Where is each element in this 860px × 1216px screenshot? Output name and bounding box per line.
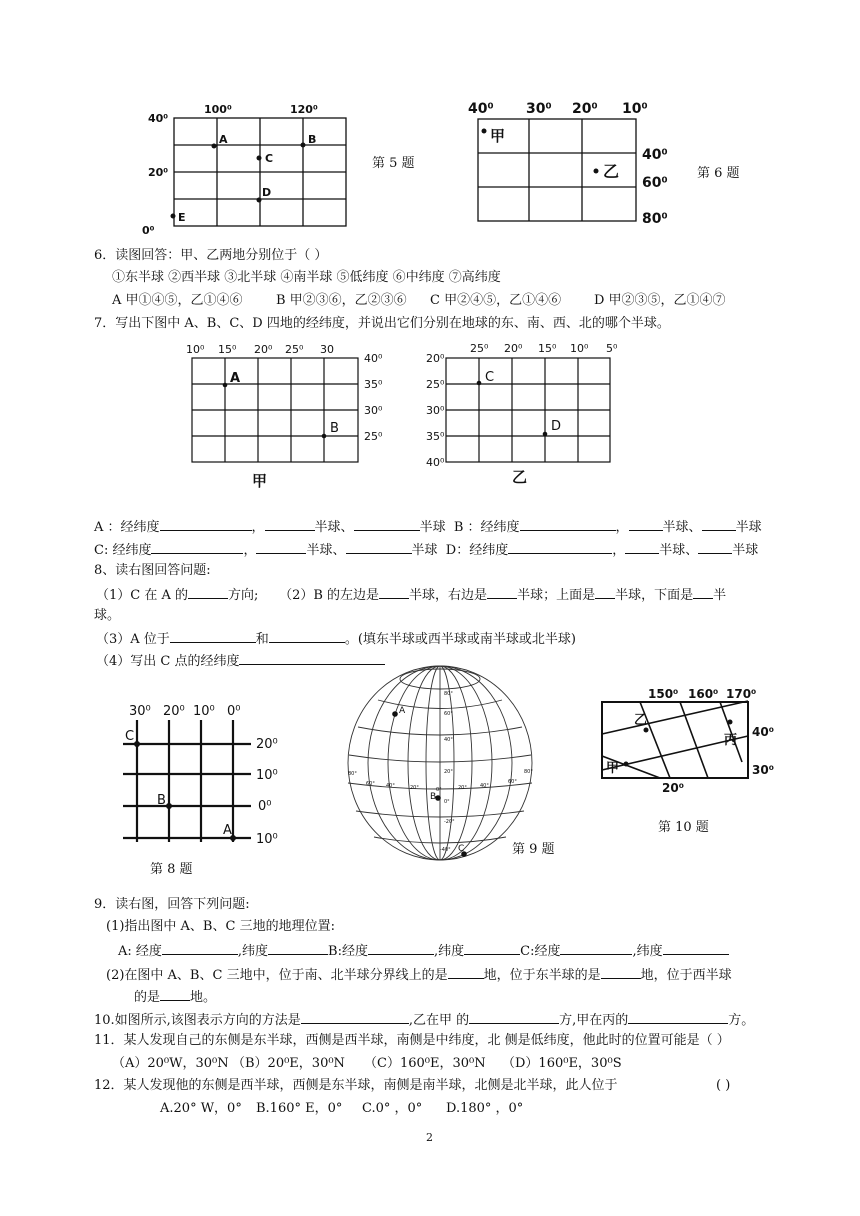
fig7yi-top-label: 10⁰ — [570, 342, 589, 355]
fig6-point — [482, 129, 487, 134]
fig8-right-label: 0⁰ — [258, 799, 272, 814]
q11-stem: 11．某人发现自己的东侧是东半球，西侧是西半球，南侧是中纬度，北 侧是低纬度，他此时的位置可能是（ ） — [94, 1033, 730, 1048]
answer-blank[interactable] — [368, 942, 434, 955]
fig9-caption: 第 9 题 — [512, 842, 555, 857]
q9-sub2-tail: 的是 地。 — [134, 990, 217, 1005]
fig6-top-label: 40⁰ — [468, 101, 494, 117]
fig7yi-left-label: 30⁰ — [426, 404, 445, 417]
fig7yi-caption: 乙 — [512, 468, 528, 486]
fig8-top-label: 0⁰ — [227, 704, 241, 719]
figure-9-globe — [340, 655, 540, 865]
fig8-right-label: 10⁰ — [256, 832, 278, 847]
figure-10-grid — [590, 684, 790, 799]
fig5-left-label: 0⁰ — [142, 224, 155, 237]
answer-blank[interactable] — [508, 541, 612, 554]
fig10-top-label: 150⁰ — [648, 687, 679, 701]
fig6-right-label: 40⁰ — [642, 147, 668, 163]
q7-d-label: D：经纬度 — [445, 543, 509, 558]
fig10-right-label: 30⁰ — [752, 763, 774, 777]
answer-blank[interactable] — [698, 541, 732, 554]
fig6-right-label: 60⁰ — [642, 175, 668, 191]
fig10-caption: 第 10 题 — [658, 820, 709, 835]
fig10-point — [644, 728, 649, 733]
q6-choice-a: A 甲①④⑤，乙①④⑥ — [112, 293, 243, 308]
fig9-lat-label: 60° — [444, 711, 453, 717]
fig7jia-caption: 甲 — [252, 472, 268, 490]
fig10-point — [728, 720, 733, 725]
answer-blank[interactable] — [256, 541, 306, 554]
answer-blank[interactable] — [520, 518, 616, 531]
fig10-right-label: 40⁰ — [752, 725, 774, 739]
fig5-top-label: 120⁰ — [290, 103, 318, 116]
fig7yi-left-label: 35⁰ — [426, 430, 445, 443]
fig9-point-label: B — [430, 792, 437, 802]
answer-blank[interactable] — [346, 541, 412, 554]
fig10-top-label: 160⁰ — [688, 687, 719, 701]
answer-blank[interactable] — [301, 1011, 409, 1024]
fig6-point-label: 甲 — [490, 127, 506, 145]
fig5-point-label: B — [308, 133, 317, 146]
answer-blank[interactable] — [625, 541, 659, 554]
fig7yi-left-label: 25⁰ — [426, 378, 445, 391]
fig8-right-label: 10⁰ — [256, 768, 278, 783]
fig10-point-label: 丙 — [724, 733, 738, 748]
q10-line: 10.如图所示,该图表示方向的方法是 ,乙在甲 的 方,甲在丙的 方。 — [94, 1013, 755, 1028]
fig9-lat-label: 80° — [444, 691, 453, 697]
q8-sub2-tail: 球。 — [94, 608, 121, 623]
q7-line2: C: 经纬度 ， 半球、 半球 D：经纬度 ， 半球、 半球 — [94, 543, 759, 558]
fig7yi-top-label: 20⁰ — [504, 342, 523, 355]
fig7jia-right-label: 40⁰ — [364, 352, 383, 365]
page-number: 2 — [426, 1131, 433, 1144]
fig5-left-label: 20⁰ — [148, 166, 169, 179]
figure-7-yi-grid — [418, 338, 633, 493]
fig8-top-label: 20⁰ — [163, 704, 185, 719]
answer-blank[interactable] — [379, 586, 409, 599]
fig9-lat-label: 40° — [444, 737, 453, 743]
fig9-lat-label: 0° — [444, 799, 450, 805]
fig6-right-label: 80⁰ — [642, 211, 668, 227]
fig7yi-left-label: 40⁰ — [426, 456, 445, 469]
fig8-point-label: A — [223, 823, 232, 838]
q6-choice-d: D 甲②③⑤，乙①④⑦ — [594, 293, 726, 308]
fig9-lon-label: 80° — [348, 771, 357, 777]
q11-choice-b: （B）20⁰E，30⁰N — [232, 1056, 345, 1071]
q9-sub2: (2)在图中 A、B、C 三地中，位于南、北半球分界线上的是 地，位于东半球的是 地，位于西半球 — [106, 968, 732, 983]
fig7jia-right-label: 35⁰ — [364, 378, 383, 391]
fig9-lon-label: 60° — [366, 781, 375, 787]
q6-choice-b: B 甲②③⑥，乙②③⑥ — [276, 293, 407, 308]
fig7yi-point-label: C — [485, 370, 495, 385]
figure-6-grid — [462, 95, 692, 230]
fig10-point-label: 甲 — [606, 761, 620, 776]
fig9-lon-label: 80° — [524, 769, 533, 775]
fig9-lon-label: 40° — [386, 783, 395, 789]
fig7yi-left-label: 20⁰ — [426, 352, 445, 365]
answer-blank[interactable] — [265, 518, 315, 531]
fig6-point — [594, 169, 599, 174]
fig7jia-point-label: B — [330, 421, 339, 436]
q7-b-label: B ：经纬度 — [453, 520, 520, 535]
q11-choice-d: （D）160⁰E，30⁰S — [502, 1056, 622, 1071]
answer-blank[interactable] — [464, 942, 520, 955]
answer-blank[interactable] — [170, 630, 256, 643]
q12-choice-b: B.160° E，0° — [256, 1101, 343, 1116]
fig9-point-label: A — [399, 706, 406, 716]
answer-blank[interactable] — [702, 518, 736, 531]
fig8-point — [134, 741, 140, 747]
fig5-point — [257, 156, 262, 161]
fig9-lon-label: 20° — [410, 785, 419, 791]
answer-blank[interactable] — [487, 586, 517, 599]
fig9-lon-label: 0° — [436, 787, 442, 793]
figure-7-jia-grid — [180, 338, 395, 498]
q6-choice-c: C 甲②④⑤，乙①④⑥ — [430, 293, 562, 308]
answer-blank[interactable] — [560, 942, 632, 955]
q12-choice-a: A.20° W，0° — [160, 1101, 242, 1116]
q8-sub1-2: （1）C 在 A 的 方向; （2）B 的左边是 半球，右边是 半球；上面是 半球，下面是 半 — [96, 588, 727, 603]
figure-8-grid — [115, 700, 290, 850]
fig5-top-label: 100⁰ — [204, 103, 232, 116]
fig7yi-top-label: 25⁰ — [470, 342, 489, 355]
q6-stem: 6．读图回答：甲、乙两地分别位于（ ） — [94, 248, 328, 263]
q9-sub1: (1)指出图中 A、B、C 三地的地理位置: — [106, 919, 335, 934]
fig9-lat-label: 20° — [444, 769, 453, 775]
answer-blank[interactable] — [595, 586, 615, 599]
fig8-top-label: 30⁰ — [129, 704, 151, 719]
fig8-point-label: B — [157, 793, 166, 808]
fig9-lat-label: -40° — [440, 847, 451, 853]
q7-line1: A ：经纬度 ， 半球、 半球 B ：经纬度 ， 半球、 半球 — [94, 520, 762, 535]
q12-choice-c: C.0° ，0° — [362, 1101, 423, 1116]
fig10-point — [624, 762, 629, 767]
q12-bracket: ( ) — [716, 1078, 731, 1093]
q9-stem: 9．读右图，回答下列问题: — [94, 897, 250, 912]
answer-blank[interactable] — [160, 518, 252, 531]
fig10-bottom-label: 20⁰ — [662, 781, 684, 795]
fig9-lat-label: -20° — [444, 819, 455, 825]
q8-sub4: （4）写出 C 点的经纬度 — [96, 652, 385, 670]
fig6-point-label: 乙 — [603, 162, 620, 181]
fig7jia-right-label: 30⁰ — [364, 404, 383, 417]
figure-5-grid — [140, 98, 370, 238]
fig7jia-top-label: 30 — [320, 343, 334, 356]
q11-choice-a: （A）20⁰W，30⁰N — [112, 1056, 229, 1071]
fig7yi-point-label: D — [551, 419, 562, 434]
q6-options: ①东半球 ②西半球 ③北半球 ④南半球 ⑤低纬度 ⑥中纬度 ⑦高纬度 — [112, 270, 501, 285]
fig9-lon-label: 40° — [480, 783, 489, 789]
fig7yi-point — [543, 432, 548, 437]
fig5-point-label: A — [219, 133, 228, 146]
q7-c-label: C: 经纬度 — [94, 543, 152, 558]
answer-blank[interactable] — [628, 1011, 728, 1024]
fig8-right-label: 20⁰ — [256, 737, 278, 752]
fig7yi-top-label: 5⁰ — [606, 342, 618, 355]
q8-stem: 8、读右图回答问题: — [94, 563, 211, 578]
fig8-caption: 第 8 题 — [150, 862, 193, 877]
q7-a-label: A ：经纬度 — [94, 520, 160, 535]
fig8-top-label: 10⁰ — [193, 704, 215, 719]
fig7jia-point — [223, 383, 228, 388]
fig10-top-label: 170⁰ — [726, 687, 757, 701]
fig5-point-label: E — [178, 211, 186, 224]
answer-blank[interactable] — [188, 586, 228, 599]
fig7jia-point-label: A — [230, 371, 241, 386]
fig8-point — [166, 803, 172, 809]
answer-blank[interactable] — [160, 988, 190, 1001]
fig5-point — [212, 144, 217, 149]
answer-blank[interactable] — [354, 518, 420, 531]
fig7jia-top-label: 20⁰ — [254, 343, 273, 356]
fig7jia-top-label: 10⁰ — [186, 343, 205, 356]
answer-blank[interactable] — [268, 942, 328, 955]
answer-blank[interactable] — [601, 966, 641, 979]
fig5-point — [301, 143, 306, 148]
answer-blank[interactable] — [629, 518, 663, 531]
q8-sub3: （3）A 位于 和 。(填东半球或西半球或南半球或北半球) — [96, 632, 576, 647]
fig7yi-point — [477, 381, 482, 386]
fig6-top-label: 30⁰ — [526, 101, 552, 117]
fig7jia-point — [322, 434, 327, 439]
fig7yi-top-label: 15⁰ — [538, 342, 557, 355]
fig9-lon-label: 20° — [458, 785, 467, 791]
q12-choice-d: D.180° ，0° — [446, 1101, 524, 1116]
answer-blank[interactable] — [269, 630, 345, 643]
answer-blank[interactable] — [693, 586, 713, 599]
fig5-left-label: 40⁰ — [148, 112, 169, 125]
fig6-top-label: 10⁰ — [622, 101, 648, 117]
q12-stem: 12．某人发现他的东侧是西半球，西侧是东半球，南侧是南半球，北侧是北半球，此人位于 — [94, 1078, 618, 1093]
fig7jia-top-label: 15⁰ — [218, 343, 237, 356]
fig10-point-label: 乙 — [634, 713, 648, 728]
fig6-caption: 第 6 题 — [697, 166, 740, 181]
fig5-caption: 第 5 题 — [372, 156, 415, 171]
fig5-point — [257, 198, 262, 203]
fig9-lon-label: 60° — [508, 779, 517, 785]
answer-blank[interactable] — [663, 942, 729, 955]
fig9-point — [392, 711, 398, 717]
answer-blank[interactable] — [469, 1011, 559, 1024]
fig9-point-label: C — [458, 844, 465, 854]
answer-blank[interactable] — [151, 541, 243, 554]
fig5-point-label: C — [265, 152, 274, 165]
fig6-top-label: 20⁰ — [572, 101, 598, 117]
fig7jia-right-label: 25⁰ — [364, 430, 383, 443]
fig8-point-label: C — [125, 729, 135, 744]
q11-choice-c: （C）160⁰E，30⁰N — [364, 1056, 486, 1071]
answer-blank[interactable] — [448, 966, 484, 979]
q9-positions: A: 经度 ,纬度 B:经度 ,纬度 C:经度 ,纬度 — [118, 942, 729, 960]
q7-stem: 7．写出下图中 A、B、C、D 四地的经纬度，并说出它们分别在地球的东、南、西、北的哪个半球。 — [94, 316, 670, 331]
fig5-point-label: D — [262, 186, 272, 199]
fig7jia-top-label: 25⁰ — [285, 343, 304, 356]
fig5-point — [171, 214, 176, 219]
answer-blank[interactable] — [162, 942, 238, 955]
